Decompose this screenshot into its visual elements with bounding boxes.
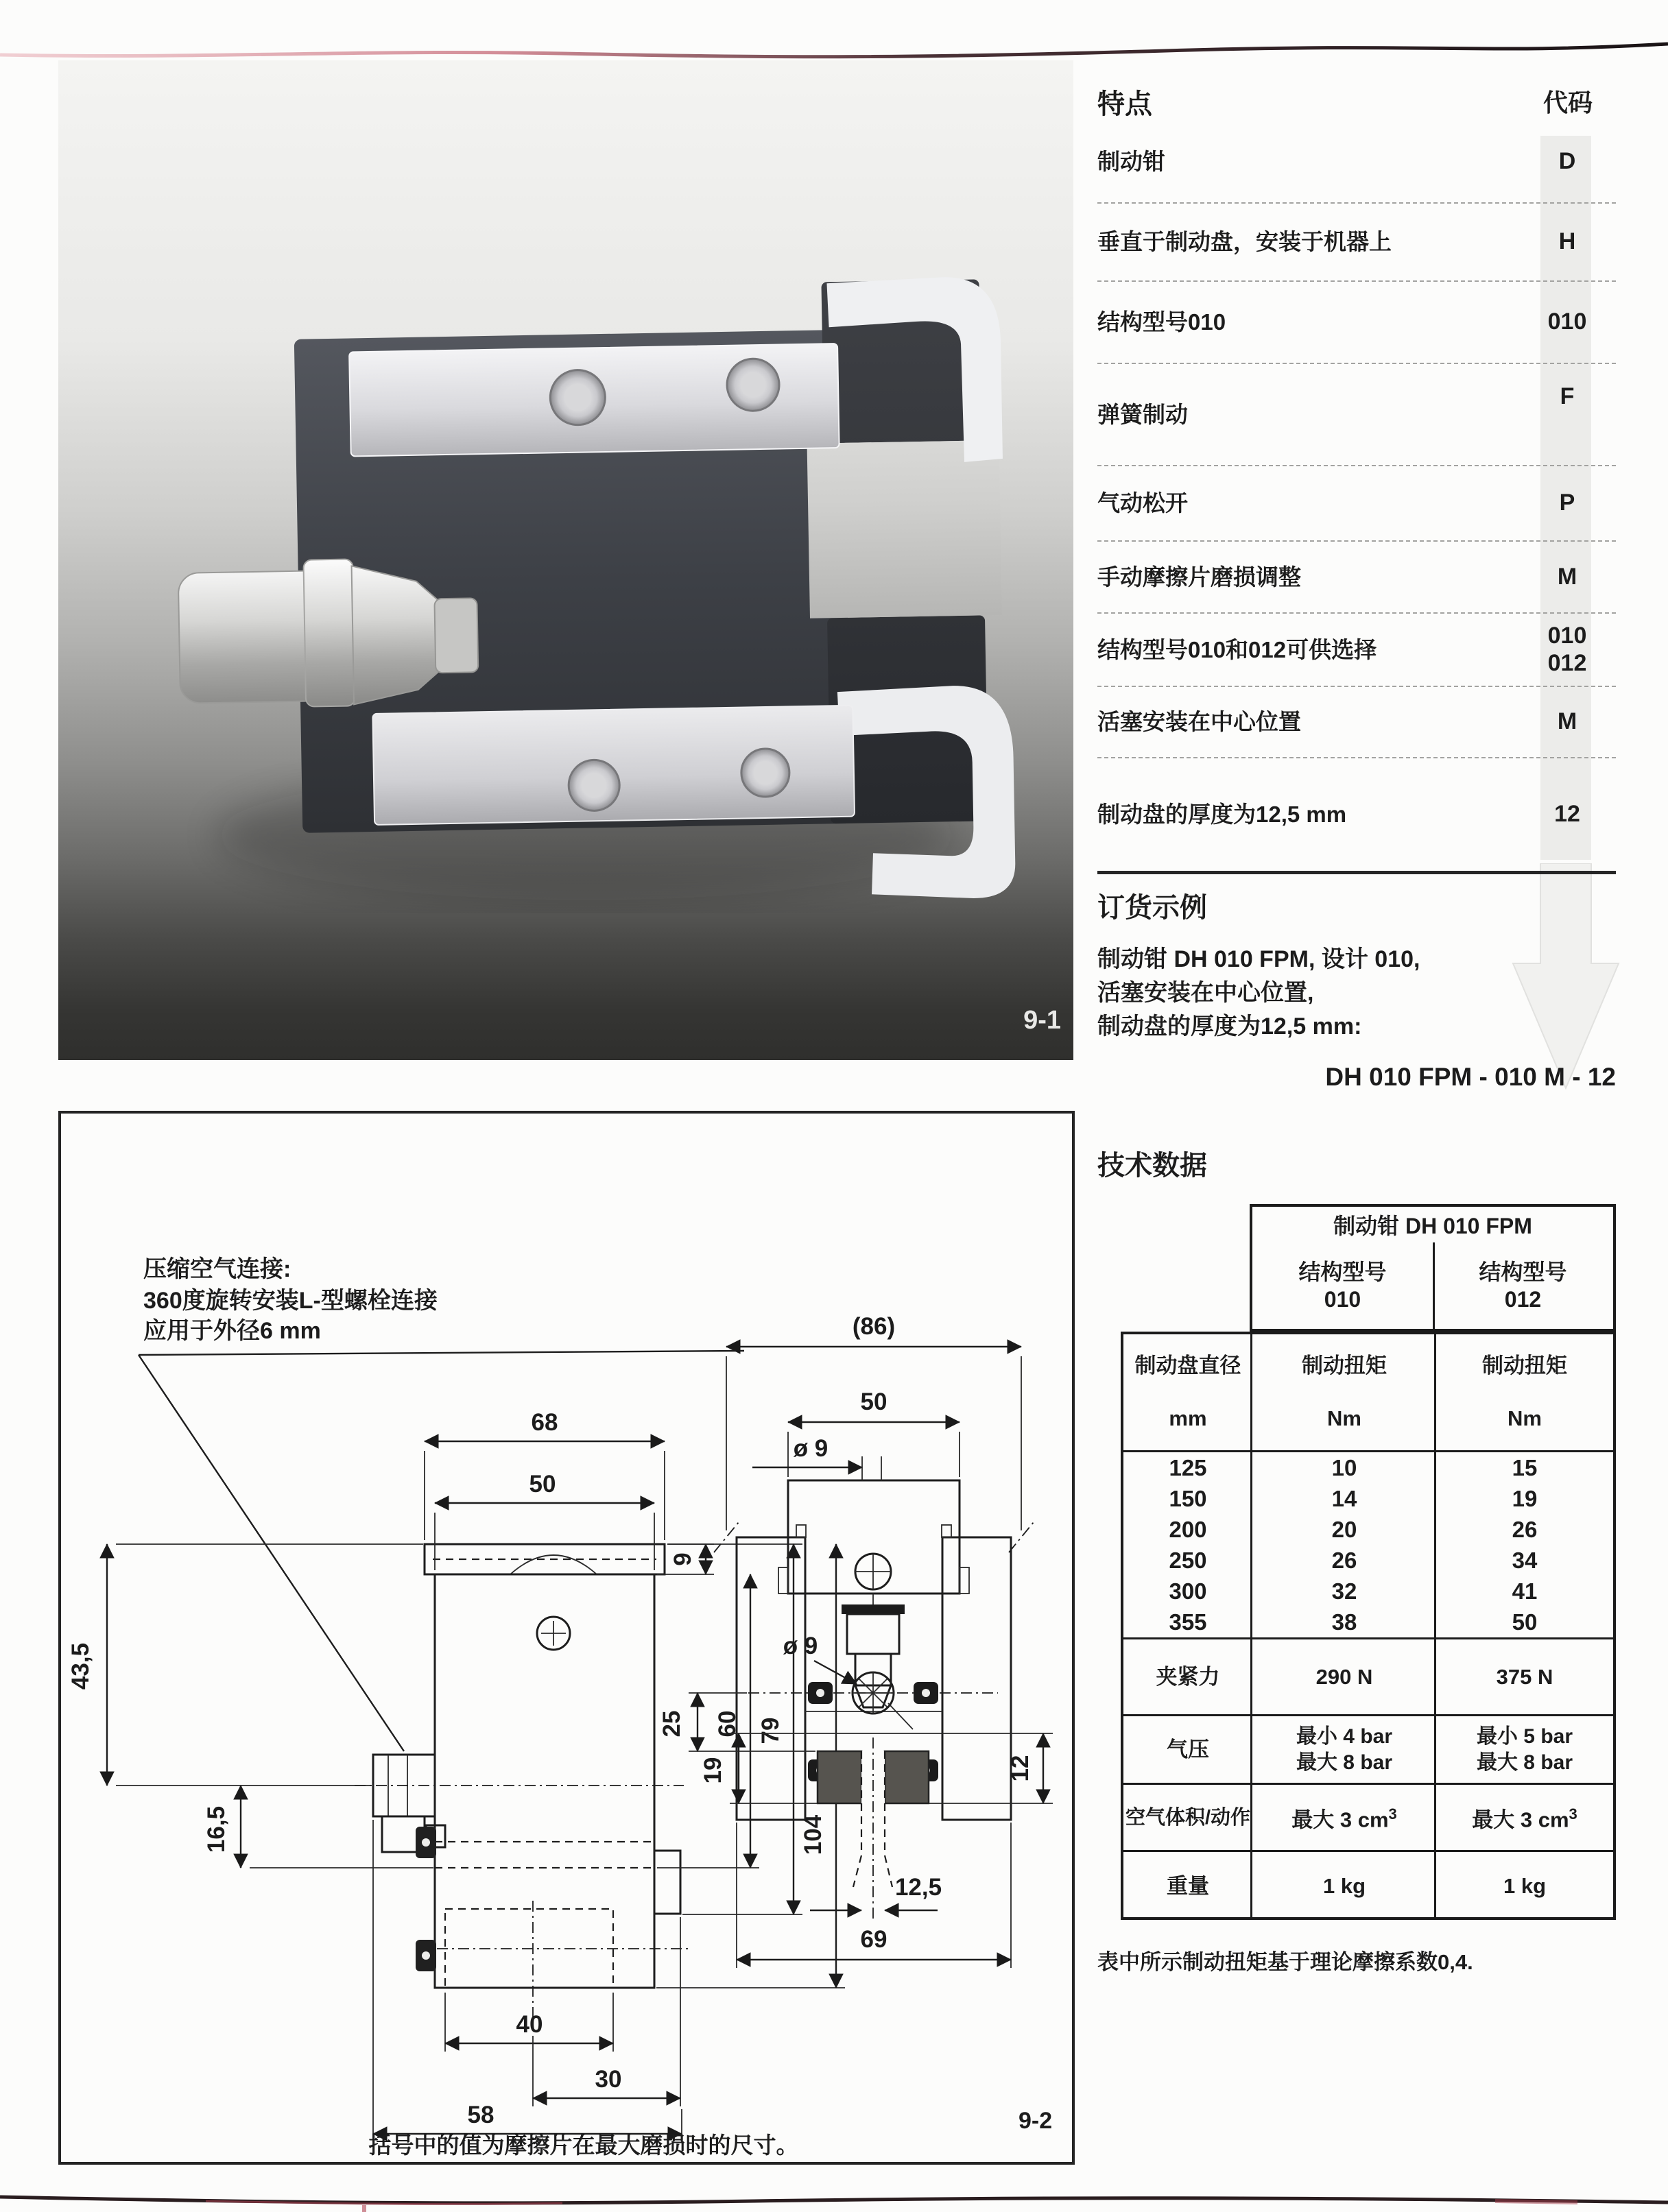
ordering-line: 制动钳 DH 010 FPM, 设计 010, — [1097, 946, 1420, 972]
engineering-drawing-box — [58, 1111, 1075, 2165]
col-unit: mm — [1169, 1406, 1207, 1430]
drawing-caption: 括号中的值为摩擦片在最大磨损时的尺寸。 — [368, 2132, 799, 2158]
front-view-drawing — [714, 1480, 1034, 1919]
weight-010: 1 kg — [1322, 1874, 1366, 1898]
feature-label: 弹簧制动 — [1097, 401, 1188, 427]
row-label: 夹紧力 — [1156, 1664, 1220, 1689]
front-view-dimensions — [658, 1313, 1053, 1968]
features-section — [1097, 82, 1616, 828]
air-volume-012: 最大 3 $cm^3$ — [1472, 1805, 1577, 1832]
feature-label: 结构型号010 — [1097, 309, 1226, 335]
svg-text:9: 9 — [669, 1552, 696, 1566]
air-volume-row — [1123, 1785, 1613, 1852]
clamp-force-row — [1123, 1639, 1613, 1716]
feature-code: M — [1557, 708, 1577, 735]
side-view-dimensions — [67, 1409, 845, 2142]
svg-text:(86): (86) — [852, 1313, 896, 1340]
col-header: 制动盘直径 — [1134, 1354, 1241, 1378]
feature-label: 制动盘的厚度为12,5 mm — [1097, 802, 1347, 828]
brake-caliper-photo — [58, 60, 1073, 1060]
col-header: 制动扭矩 — [1482, 1354, 1567, 1378]
model-number: 012 — [1504, 1287, 1542, 1312]
torque-010-values: 10 14 20 26 32 38 — [1331, 1455, 1357, 1635]
svg-text:58: 58 — [467, 2102, 495, 2128]
pressure-row — [1123, 1716, 1613, 1785]
pressure-012-min: 最小 5 bar — [1476, 1724, 1573, 1748]
feature-row — [1097, 121, 1616, 204]
caliper-fork-notch — [807, 440, 1002, 618]
svg-text:12: 12 — [1007, 1755, 1034, 1782]
feature-row — [1097, 282, 1616, 364]
feature-label: 活塞安装在中心位置 — [1097, 709, 1301, 735]
model-010-header — [1252, 1242, 1433, 1329]
svg-text:30: 30 — [595, 2066, 622, 2093]
feature-code: H — [1558, 228, 1576, 255]
feature-code: 010 — [1547, 623, 1587, 649]
feature-label: 制动钳 — [1097, 149, 1165, 175]
svg-text:16,5: 16,5 — [203, 1805, 230, 1853]
feature-code: M — [1557, 563, 1577, 590]
torque-010-header-cell — [1252, 1334, 1436, 1450]
pressure-012-max: 最大 8 bar — [1476, 1751, 1573, 1774]
svg-text:360度旋转安装L-型螺栓连接: 360度旋转安装L-型螺栓连接 — [143, 1288, 438, 1314]
feature-code-double — [1540, 623, 1594, 676]
clamp-012: 375 N — [1496, 1664, 1553, 1689]
svg-text:应用于外径6 mm: 应用于外径6 mm — [143, 1318, 321, 1344]
drawing-page-ref: 9-2 — [1018, 2108, 1053, 2134]
diameter-header-cell — [1123, 1334, 1252, 1450]
feature-code: 010 — [1547, 309, 1587, 335]
feature-label: 垂直于制动盘，安装于机器上 — [1097, 229, 1392, 255]
ordering-title: 订货示例 — [1097, 893, 1207, 923]
air-volume-010: 最大 3 $cm^3$ — [1291, 1805, 1397, 1832]
model-label: 结构型号 — [1298, 1260, 1387, 1284]
product-photo — [58, 60, 1073, 1060]
svg-text:压缩空气连接:: 压缩空气连接: — [143, 1256, 291, 1282]
feature-row — [1097, 364, 1616, 466]
torque-012-header-cell — [1436, 1334, 1613, 1450]
ordering-example-section — [1097, 886, 1616, 1092]
svg-text:79: 79 — [757, 1717, 784, 1744]
col-unit: Nm — [1508, 1406, 1542, 1430]
feature-code: D — [1558, 148, 1576, 175]
tech-note: 表中所示制动扭矩基于理论摩擦系数0,4. — [1097, 1950, 1473, 1974]
svg-text:43,5: 43,5 — [67, 1642, 94, 1690]
diameter-values: 125 150 200 250 300 355 — [1169, 1455, 1207, 1635]
table-divider — [1434, 1334, 1436, 1917]
model-012-header — [1433, 1242, 1613, 1329]
svg-text:50: 50 — [529, 1471, 556, 1498]
weight-row — [1123, 1852, 1613, 1921]
svg-text:12,5: 12,5 — [894, 1874, 942, 1901]
feature-row — [1097, 758, 1616, 874]
pressure-010-max: 最大 8 bar — [1296, 1751, 1393, 1774]
feature-code: F — [1560, 383, 1575, 409]
col-header: 制动扭矩 — [1302, 1354, 1387, 1378]
tech-table — [1121, 1332, 1616, 1920]
tech-data-title: 技术数据 — [1097, 1151, 1207, 1181]
tech-table-header — [1250, 1204, 1616, 1332]
table-column-header-row — [1123, 1334, 1613, 1452]
feature-row — [1097, 204, 1616, 282]
feature-rows — [1097, 121, 1616, 874]
features-title: 特点 — [1097, 89, 1152, 119]
weight-012: 1 kg — [1503, 1874, 1547, 1898]
product-header: 制动钳 DH 010 FPM — [1333, 1214, 1532, 1238]
scan-top-edge — [0, 40, 1668, 67]
feature-row — [1097, 687, 1616, 758]
svg-text:50: 50 — [860, 1388, 887, 1415]
torque-012-values: 15 19 26 34 41 50 — [1512, 1455, 1538, 1635]
feature-row — [1097, 542, 1616, 614]
model-label: 结构型号 — [1479, 1260, 1567, 1284]
feature-label: 结构型号010和012可供选择 — [1097, 636, 1377, 662]
svg-text:69: 69 — [860, 1926, 887, 1953]
engineering-drawing — [61, 1114, 1072, 2162]
svg-text:60: 60 — [714, 1710, 741, 1738]
feature-label: 手动摩擦片磨损调整 — [1097, 564, 1301, 590]
row-label: 气压 — [1167, 1737, 1209, 1762]
code-column-header: 代码 — [1542, 88, 1593, 117]
feature-row — [1097, 614, 1616, 687]
pressure-010-min: 最小 4 bar — [1296, 1724, 1393, 1748]
features-header — [1097, 82, 1616, 121]
clamp-010: 290 N — [1315, 1664, 1373, 1689]
svg-text:40: 40 — [516, 2011, 543, 2038]
photo-page-ref: 9-1 — [1023, 1006, 1061, 1035]
model-subheaders — [1252, 1242, 1613, 1329]
table-divider — [1433, 1242, 1435, 1329]
ordering-code: DH 010 FPM - 010 M - 12 — [1325, 1063, 1616, 1091]
svg-text:ø 9: ø 9 — [793, 1435, 829, 1462]
row-label: 重量 — [1167, 1874, 1209, 1898]
svg-text:104: 104 — [800, 1814, 826, 1855]
row-label: 空气体积/动作 — [1125, 1806, 1251, 1829]
feature-code: 12 — [1554, 801, 1580, 828]
feature-code: P — [1559, 490, 1575, 516]
scan-bottom-edge — [0, 2185, 1668, 2212]
svg-text:68: 68 — [531, 1409, 558, 1436]
svg-text:ø 9: ø 9 — [783, 1633, 818, 1659]
ordering-line: 制动盘的厚度为12,5 mm: — [1097, 1013, 1362, 1039]
ordering-line: 活塞安装在中心位置, — [1097, 980, 1314, 1006]
feature-row — [1097, 466, 1616, 542]
col-unit: Nm — [1327, 1406, 1361, 1430]
svg-text:25: 25 — [658, 1710, 685, 1738]
model-number: 010 — [1324, 1287, 1361, 1312]
side-view-drawing — [355, 1544, 691, 2029]
table-divider — [1250, 1334, 1252, 1917]
feature-label: 气动松开 — [1097, 490, 1188, 516]
feature-code: 012 — [1547, 649, 1587, 676]
svg-text:19: 19 — [700, 1757, 726, 1784]
table-data-row — [1123, 1452, 1613, 1639]
